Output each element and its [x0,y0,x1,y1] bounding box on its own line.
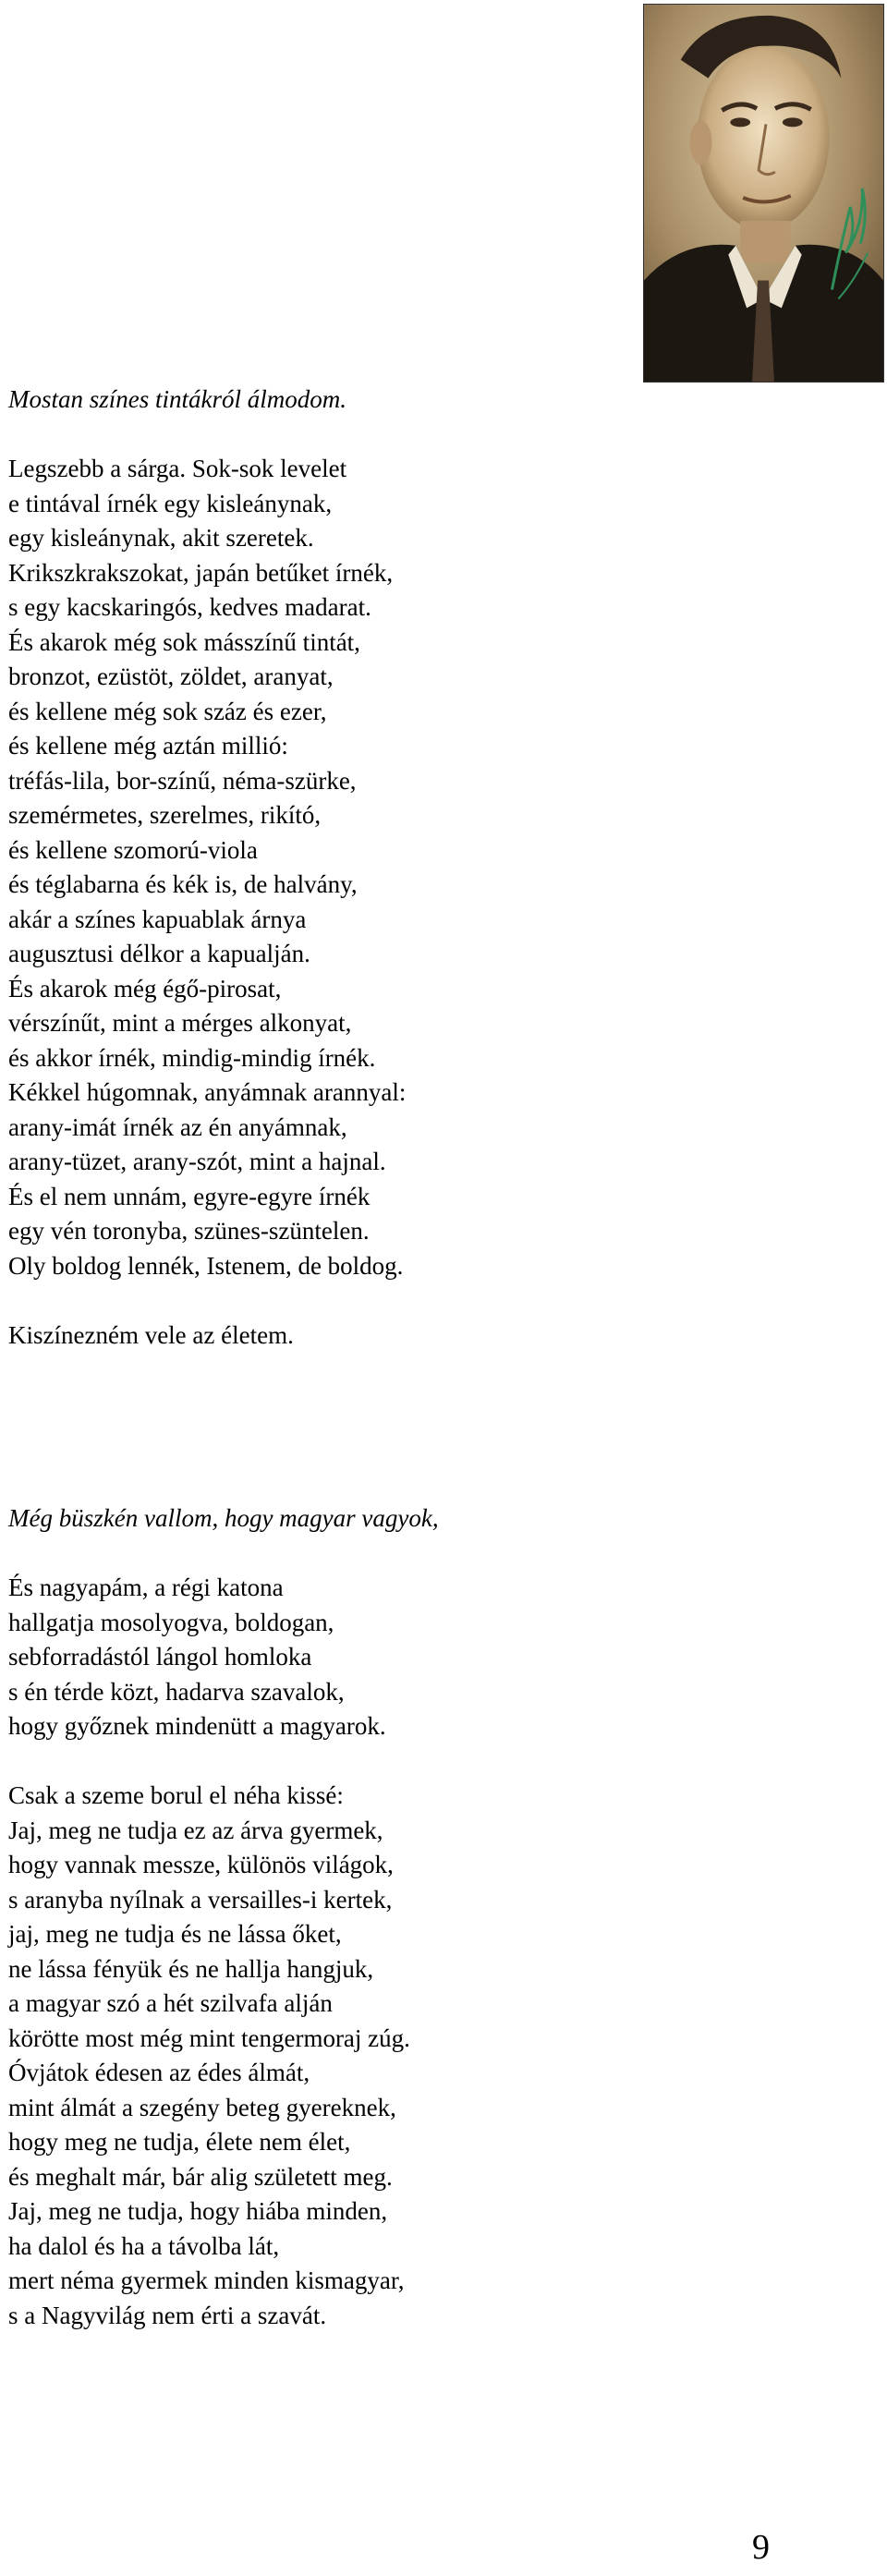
poem-line: s én térde közt, hadarva szavalok, [8,1677,345,1706]
poem-line: hogy meg ne tudja, élete nem élet, [8,2128,351,2156]
poem-line: e tintával írnék egy kisleánynak, [8,489,333,517]
poem-line: és kellene még sok száz és ezer, [8,697,327,725]
stanza-gap [8,418,406,453]
poem-line: és meghalt már, bár alig született meg. [8,2162,393,2191]
poem-line: körötte most még mint tengermoraj zúg. [8,2023,410,2052]
poem-line: arany-tüzet, arany-szót, mint a hajnal. [8,1148,386,1175]
poem-line: és kellene még aztán millió: [8,732,288,759]
poem-line: Legszebb a sárga. Sok-sok levelet [8,455,347,482]
poem-2-title: Még büszkén vallom, hogy magyar vagyok, [8,1504,439,1532]
poem-line: sebforradástól lángol homloka [8,1643,312,1671]
poem-1-closing: Kiszínezném vele az életem. [8,1320,294,1349]
poem-line: szemérmetes, szerelmes, rikító, [8,801,322,829]
poem-line: és kellene szomorú-viola [8,835,258,864]
poem-line: Kékkel húgomnak, anyámnak arannyal: [8,1078,407,1106]
poem-line: bronzot, ezüstöt, zöldet, aranyat, [8,662,334,690]
poem-line: És akarok még égő-pirosat, [8,974,282,1002]
poem-line: egy vén toronyba, szünes-szüntelen. [8,1217,370,1245]
portrait-image [644,5,883,382]
poem-line: tréfás-lila, bor-színű, néma-szürke, [8,766,357,795]
poem-2-stanza-1 [8,1571,439,1744]
poem-line: És nagyapám, a régi katona [8,1574,284,1601]
poem-line: ne lássa fényük és ne hallja hangjuk, [8,1954,374,1983]
poem-line: És akarok még sok másszínű tintát, [8,627,360,656]
poem-line: mert néma gyermek minden kismagyar, [8,2266,405,2294]
poem-line: a magyar szó a hét szilvafa alján [8,1989,333,2017]
poem-1 [8,383,406,1353]
poem-line: akár a színes kapuablak árnya [8,905,307,933]
poem-1-stanza-1 [8,452,406,1283]
poem-line: s egy kacskaringós, kedves madarat. [8,593,371,621]
poem-line: Jaj, meg ne tudja ez az árva gyermek, [8,1816,383,1844]
stanza-gap [8,1283,406,1318]
page-number: 9 [752,2528,770,2567]
poem-line: s aranyba nyílnak a versailles-i kertek, [8,1885,393,1914]
poem-line: hogy vannak messze, különös világok, [8,1851,394,1878]
poem-line: ha dalol és ha a távolba lát, [8,2231,280,2260]
poem-line: Krikszkrakszokat, japán betűket írnék, [8,558,394,587]
poem-line: Oly boldog lennék, Istenem, de boldog. [8,1251,404,1280]
poem-2 [8,1501,439,2333]
poem-line: jaj, meg ne tudja és ne lássa őket, [8,1920,342,1948]
poem-line: Óvjátok édesen az édes álmát, [8,2059,310,2086]
poem-line: És el nem unnám, egyre-egyre írnék [8,1182,371,1210]
poem-line: egy kisleánynak, akit szeretek. [8,524,314,552]
poem-line: mint álmát a szegény beteg gyereknek, [8,2093,396,2121]
poem-line: és téglabarna és kék is, de halvány, [8,870,358,898]
portrait-photo [643,4,884,383]
poem-line: hallgatja mosolyogva, boldogan, [8,1608,334,1636]
poem-line: Jaj, meg ne tudja, hogy hiába minden, [8,2197,388,2225]
poem-line: és akkor írnék, mindig-mindig írnék. [8,1043,376,1072]
poem-line: vérszínűt, mint a mérges alkonyat, [8,1009,352,1037]
poem-line: augusztusi délkor a kapualján. [8,940,310,967]
stanza-gap [8,1537,439,1572]
poem-1-title: Mostan színes tintákról álmodom. [8,385,347,413]
poem-line: Csak a szeme borul el néha kissé: [8,1781,344,1809]
poem-line: s a Nagyvilág nem érti a szavát. [8,2301,327,2329]
stanza-gap [8,1744,439,1780]
poem-2-stanza-2 [8,1779,439,2333]
poem-line: hogy győznek mindenütt a magyarok. [8,1712,386,1740]
poem-line: arany-imát írnék az én anyámnak, [8,1112,347,1141]
